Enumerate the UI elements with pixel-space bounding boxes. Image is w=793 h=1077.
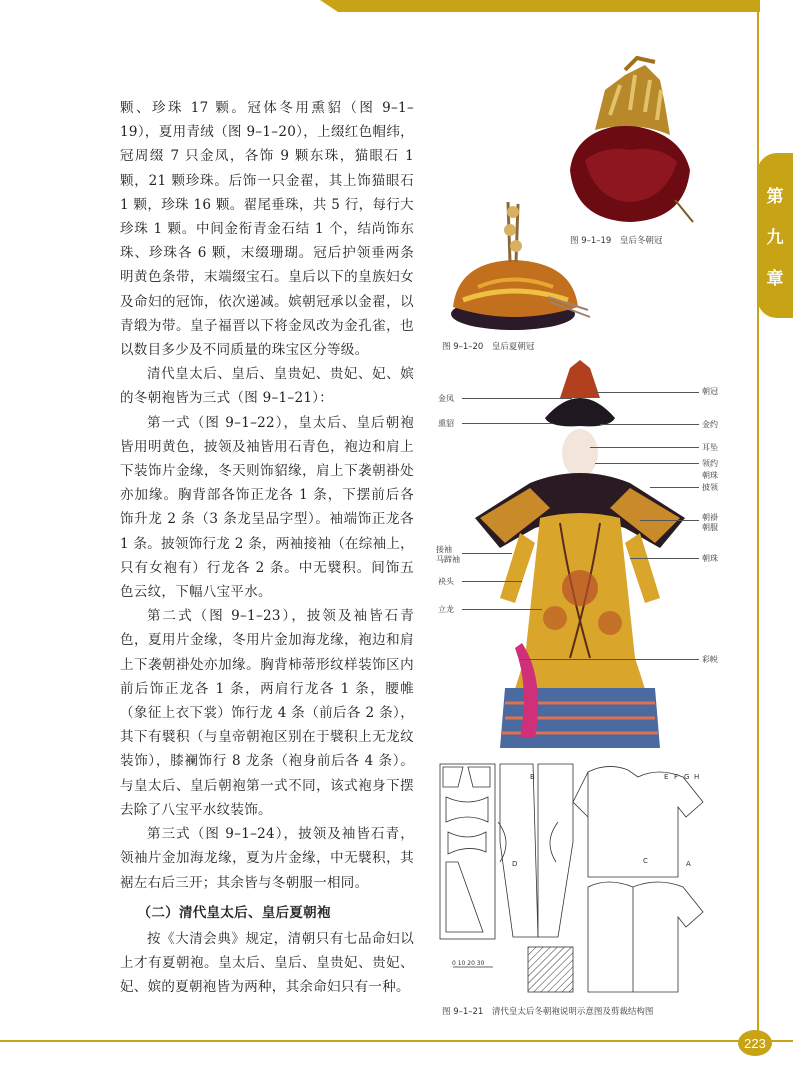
robe-label: 彩帨 [702, 655, 718, 664]
top-accent-bar [320, 0, 760, 12]
robe-label: 朝珠 [702, 554, 718, 563]
leader-line [462, 423, 552, 424]
leader-line [630, 558, 699, 559]
robe-label: 耳坠 [702, 443, 718, 452]
robe-label: 朝珠 [702, 471, 718, 480]
leader-line [462, 609, 542, 610]
leader-line [462, 398, 572, 399]
pattern-letter: B [530, 773, 535, 781]
scale-label: 0 10 20 30 [452, 960, 485, 967]
section-heading: （二）清代皇太后、皇后夏朝袍 [137, 904, 331, 921]
paragraph: 第一式（图 9–1–22），皇太后、皇后朝袍皆用明黄色，披领及袖皆用石青色，袍边和肩上下装饰片金缘，冬天则饰貂缘，肩上下袭朝褂处亦加缘。胸背部各饰正龙各 1 条，下摆前后各饰升龙 2 条（3 条龙呈品字型）。袖端饰正龙各 1 条。披领饰行龙 2 条，两袖接袖（在综袖上，只有女袍有）行龙各 2 条。中无襞积。间饰五色云纹，下幅八宝平水。 [120, 414, 414, 601]
paragraph: 颗、珍珠 17 颗。冠体冬用熏貂（图 9–1–19），夏用青绒（图 9–1–20），上缀红色帽纬，冠周缀 7 只金凤，各饰 9 颗东珠，猫眼石 1 颗，21 颗珍珠。后饰一只金翟，其上饰猫眼石 1 颗，珍珠 16 颗。翟尾垂珠，共 5 行，每行大珍珠 1 颗。中间金衔青金石结 1 个，结尚饰东珠、珍珠各 6 颗，末缀珊瑚。冠后护领垂两条明黄色条带，末端缀宝石。皇后以下的皇族妇女及命妇的冠饰，依次递减。嫔朝冠承以金翟，以青缎为带。皇子福晋以下将金凤改为金孔雀，也以数目多少及不同质量的珠宝区分等级。 [120, 100, 414, 359]
leader-line [462, 581, 522, 582]
page-number: 223 [738, 1030, 772, 1056]
leader-line [640, 520, 699, 521]
court-robe-photo [460, 358, 700, 756]
robe-label: 朝褂 [702, 513, 718, 522]
robe-label: 马蹄袖 [436, 555, 460, 564]
pattern-letter: C [643, 857, 648, 865]
leader-line [650, 487, 699, 488]
leader-line [595, 463, 699, 464]
robe-label: 朝服 [702, 523, 718, 532]
figure-caption: 图 9–1–19 皇后冬朝冠 [570, 236, 663, 246]
pattern-letter: D [512, 860, 518, 868]
leader-line [590, 447, 699, 448]
leader-line [462, 553, 512, 554]
robe-label: 熏貂 [438, 419, 454, 428]
chapter-tab-char: 九 [766, 228, 784, 248]
bottom-rule [0, 1040, 793, 1042]
body-text [120, 96, 414, 1000]
leader-line [520, 659, 699, 660]
pattern-letter: G [684, 773, 690, 781]
pattern-letter: A [686, 860, 691, 868]
pattern-letter: H [694, 773, 700, 781]
pattern-letter: E [664, 773, 669, 781]
robe-label: 金凤 [438, 394, 454, 403]
paragraph: 第二式（图 9–1–23），披领及袖皆石青色，夏用片金缘，冬用片金加海龙缘，袍边和肩上下袭朝褂处亦加缘。胸背柿蒂形纹样装饰区内前后饰正龙各 1 条，两肩行龙各 1 条，腰帷（象征上衣下裳）饰行龙 4 条（前后各 2 条），其下有襞积（与皇帝朝袍区别在于襞积上无龙纹装饰），膝襕饰行 8 龙条（袍身前后各 4 条）。与皇太后、皇后朝袍第一式不同，该式袍身下摆去除了八宝平水纹装饰。 [120, 608, 414, 818]
robe-label: 接袖 [436, 545, 452, 554]
pattern-letter: F [674, 773, 679, 781]
figure-caption: 图 9–1–20 皇后夏朝冠 [442, 342, 535, 352]
paragraph: 清代皇太后、皇后、皇贵妃、贵妃、妃、嫔的冬朝袍皆为三式（图 9–1–21）： [120, 366, 414, 407]
robe-label: 立龙 [438, 605, 454, 614]
robe-label: 领约 [702, 459, 718, 468]
paragraph: 第三式（图 9–1–24），披领及袖皆石青，领袖片金加海龙缘，夏为片金缘，中无襞积，其裾左右后三开；其余皆与冬朝服一相同。 [120, 826, 414, 891]
chapter-tab-char: 第 [766, 187, 784, 207]
chapter-tab [757, 153, 793, 318]
paragraph: 按《大清会典》规定，清朝只有七品命妇以上才有夏朝袍。皇太后、皇后、皇贵妃、贵妃、妃、嫔的夏朝袍皆为两种，其余命妇只有一种。 [120, 930, 414, 996]
robe-label: 披领 [702, 483, 718, 492]
leader-line [595, 392, 699, 393]
chapter-tab-char: 章 [766, 269, 784, 289]
robe-label: 朝冠 [702, 387, 718, 396]
robe-label: 袂头 [438, 577, 454, 586]
figure-caption: 图 9–1–21 清代皇太后冬朝袍说明示意图及剪裁结构图 [442, 1007, 654, 1017]
right-margin-rule [757, 0, 759, 1040]
leader-line [600, 424, 699, 425]
robe-label: 金约 [702, 420, 718, 429]
summer-crown-photo [438, 192, 598, 337]
